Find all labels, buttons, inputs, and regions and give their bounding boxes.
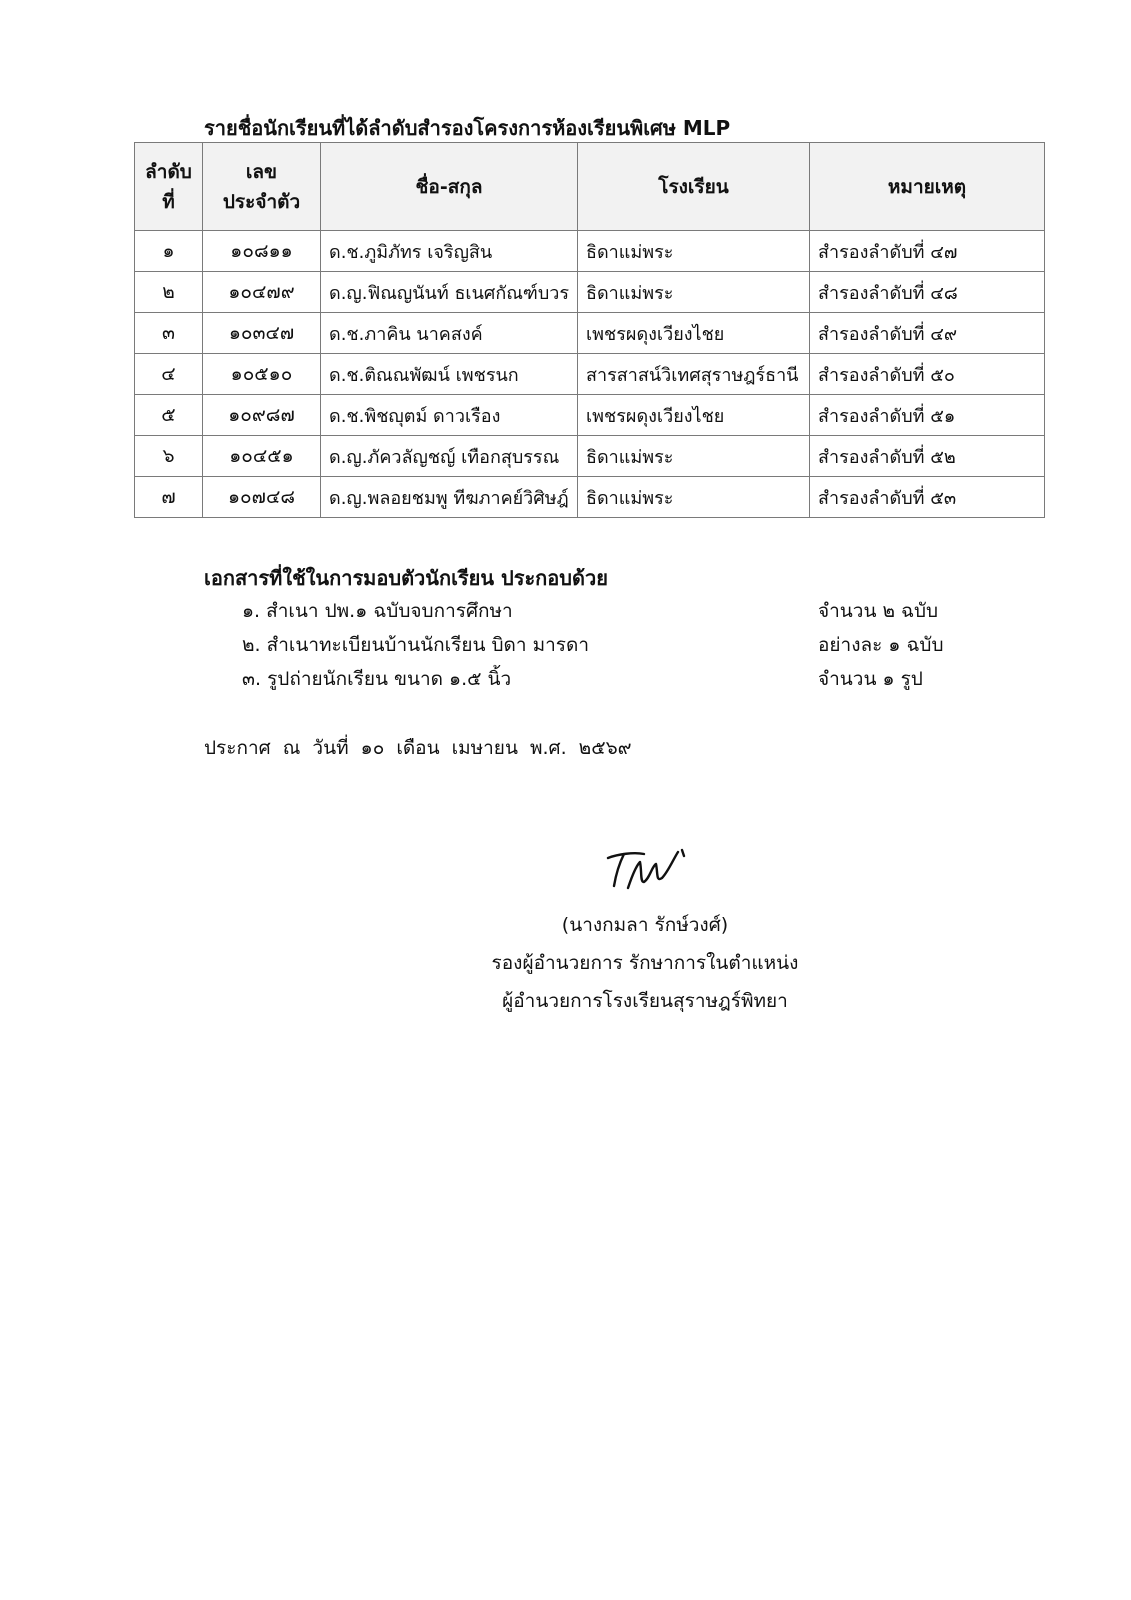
cell-name: ด.ญ.ภัควลัญชญ์ เทือกสุบรรณ (321, 436, 578, 477)
cell-school: เพชรผดุงเวียงไชย (578, 395, 810, 436)
cell-name: ด.ญ.พลอยชมพู ทีฆภาคย์วิศิษฎ์ (321, 477, 578, 518)
table-row (135, 395, 1045, 436)
document-item-quantity: จำนวน ๒ ฉบับ (818, 600, 939, 622)
header-order-line1: ลำดับ (145, 160, 192, 183)
table-row (135, 436, 1045, 477)
document-item-text: ๓. รูปถ่ายนักเรียน ขนาด ๑.๕ นิ้ว (242, 668, 512, 690)
header-order (135, 143, 203, 231)
document-item (242, 630, 962, 664)
cell-remark: สำรองลำดับที่ ๕๓ (810, 477, 1045, 518)
cell-name: ด.ช.พิชญุตม์ ดาวเรือง (321, 395, 578, 436)
signatory-position-line2: ผู้อำนวยการโรงเรียนสุราษฎร์พิทยา (502, 990, 788, 1012)
signatory-block (460, 906, 830, 1020)
header-remark: หมายเหตุ (810, 143, 1045, 231)
cell-school: ธิดาแม่พระ (578, 436, 810, 477)
signatory-name: (นางกมลา รักษ์วงศ์) (561, 914, 729, 936)
table-row (135, 477, 1045, 518)
header-school: โรงเรียน (578, 143, 810, 231)
cell-name: ด.ญ.ฟิณญนันท์ ธเนศกัณฑ์บวร (321, 272, 578, 313)
cell-school: ธิดาแม่พระ (578, 272, 810, 313)
table-row (135, 354, 1045, 395)
cell-student-id: ๑๐๕๑๐ (203, 354, 321, 395)
cell-order: ๖ (135, 436, 203, 477)
cell-student-id: ๑๐๓๔๗ (203, 313, 321, 354)
cell-school: ธิดาแม่พระ (578, 231, 810, 272)
cell-student-id: ๑๐๗๔๘ (203, 477, 321, 518)
cell-student-id: ๑๐๔๕๑ (203, 436, 321, 477)
cell-order: ๓ (135, 313, 203, 354)
signatory-position-line1: รองผู้อำนวยการ รักษาการในตำแหน่ง (491, 952, 799, 974)
header-student-id (203, 143, 321, 231)
document-item-text: ๒. สำเนาทะเบียนบ้านนักเรียน บิดา มารดา (242, 634, 590, 656)
cell-remark: สำรองลำดับที่ ๔๘ (810, 272, 1045, 313)
reserve-student-table (134, 142, 1045, 518)
cell-remark: สำรองลำดับที่ ๔๙ (810, 313, 1045, 354)
cell-remark: สำรองลำดับที่ ๕๐ (810, 354, 1045, 395)
announcement-date: ประกาศ ณ วันที่ ๑๐ เดือน เมษายน พ.ศ. ๒๕๖๙ (204, 737, 632, 759)
document-item-quantity: จำนวน ๑ รูป (818, 668, 923, 690)
document-item (242, 664, 962, 698)
documents-heading: เอกสารที่ใช้ในการมอบตัวนักเรียน ประกอบด้วย (204, 566, 608, 590)
cell-student-id: ๑๐๔๗๙ (203, 272, 321, 313)
cell-school: ธิดาแม่พระ (578, 477, 810, 518)
table-header-row (135, 143, 1045, 231)
cell-remark: สำรองลำดับที่ ๔๗ (810, 231, 1045, 272)
page-title: รายชื่อนักเรียนที่ได้ลำดับสำรองโครงการห้องเรียนพิเศษ MLP (204, 116, 731, 140)
document-item-text: ๑. สำเนา ปพ.๑ ฉบับจบการศึกษา (242, 600, 513, 622)
cell-remark: สำรองลำดับที่ ๕๒ (810, 436, 1045, 477)
table-row (135, 313, 1045, 354)
cell-order: ๔ (135, 354, 203, 395)
table-row (135, 231, 1045, 272)
cell-order: ๗ (135, 477, 203, 518)
table-row (135, 272, 1045, 313)
cell-order: ๑ (135, 231, 203, 272)
cell-school: เพชรผดุงเวียงไชย (578, 313, 810, 354)
header-id-line1: เลข (245, 160, 278, 183)
cell-order: ๒ (135, 272, 203, 313)
header-order-line2: ที่ (162, 190, 175, 213)
cell-name: ด.ช.ติณณพัฒน์ เพชรนก (321, 354, 578, 395)
cell-remark: สำรองลำดับที่ ๕๑ (810, 395, 1045, 436)
cell-name: ด.ช.ภูมิภัทร เจริญสิน (321, 231, 578, 272)
header-name: ชื่อ-สกุล (321, 143, 578, 231)
document-item (242, 596, 962, 630)
cell-name: ด.ช.ภาคิน นาคสงค์ (321, 313, 578, 354)
cell-student-id: ๑๐๙๘๗ (203, 395, 321, 436)
header-id-line2: ประจำตัว (222, 190, 301, 213)
cell-student-id: ๑๐๘๑๑ (203, 231, 321, 272)
cell-school: สารสาสน์วิเทศสุราษฎร์ธานี (578, 354, 810, 395)
cell-order: ๕ (135, 395, 203, 436)
document-item-quantity: อย่างละ ๑ ฉบับ (818, 634, 944, 656)
signature-image (604, 848, 692, 894)
